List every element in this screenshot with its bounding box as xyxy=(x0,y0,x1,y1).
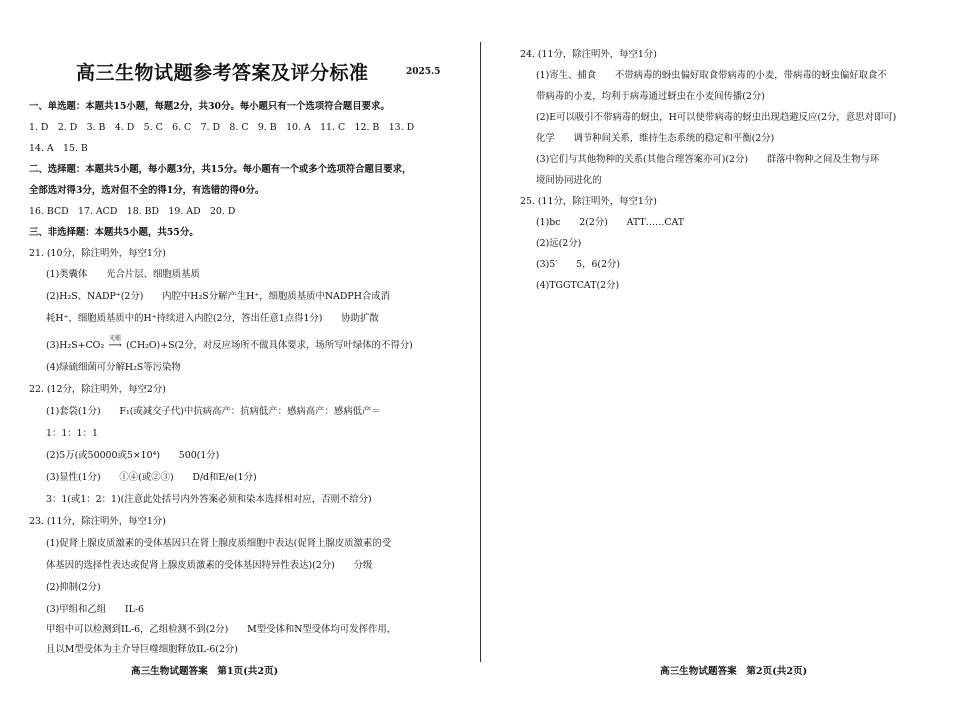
q21-part-2a: (2)H₂S、NADP⁺(2分) 内腔中H₂S分解产生H⁺，细胞质基质中NADPH合成消 xyxy=(46,291,390,302)
page-2-footer: 高三生物试题答案 第2页(共2页) xyxy=(660,666,808,677)
q24-heading: 24. (11分，除注明外，每空1分) xyxy=(520,49,657,60)
q22-heading: 22. (12分，除注明外，每空2分) xyxy=(29,384,166,395)
page-title: 高三生物试题参考答案及评分标准 xyxy=(76,62,369,84)
q22-part-3b: 3：1(或1：2：1)(注意此处括号内外答案必须和染本选择相对应，否则不给分) xyxy=(46,494,372,505)
q23-part-1b: 体基因的选择性表达或促肾上腺皮质激素的受体基因特异性表达)(2分) 分级 xyxy=(46,560,373,571)
section-3-heading: 三、非选择题：本题共5小题，共55分。 xyxy=(29,227,199,238)
q23-part-3a: (3)甲组和乙组 IL-6 xyxy=(46,604,144,615)
q21-heading: 21. (10分，除注明外，每空1分) xyxy=(29,248,166,259)
q22-part-3a: (3)显性(1分) ①④(或②③) D/d和E/e(1分) xyxy=(46,472,257,483)
q23-part-3c: 且以M型受体为主介导巨噬细胞释放IL-6(2分) xyxy=(46,644,238,655)
section-2-answers: 16. BCD 17. ACD 18. BD 19. AD 20. D xyxy=(29,206,236,217)
reaction-arrow-icon: 光能 ⟶ xyxy=(104,340,126,352)
q25-part-3: (3)5′ 5，6(2分) xyxy=(536,259,621,270)
q21-part-4: (4)绿硫细菌可分解H₂S等污染物 xyxy=(46,362,181,373)
q25-part-2: (2)远(2分) xyxy=(536,238,582,249)
section-1-heading: 一、单选题：本题共15小题，每题2分，共30分。每小题只有一个选项符合题目要求。 xyxy=(29,101,390,112)
q25-heading: 25. (11分，除注明外，每空1分) xyxy=(520,196,657,207)
q21-part-1: (1)类囊体 光合片层、细胞质基质 xyxy=(46,269,200,280)
q21-equation-lhs: (3)H₂S+CO₂ xyxy=(46,340,105,351)
q25-part-1: (1)bc 2(2分) ATT……CAT xyxy=(536,217,685,228)
q23-part-2: (2)抑制(2分) xyxy=(46,582,101,593)
q21-equation-rhs: (CH₂O)+S(2分，对反应场所不做具体要求，场所写叶绿体的不得分) xyxy=(126,340,413,351)
arrow-condition-label: 光能 xyxy=(109,335,122,342)
q23-heading: 23. (11分，除注明外，每空1分) xyxy=(29,516,166,527)
section-1-answers-row-1: 1. D 2. D 3. B 4. D 5. C 6. C 7. D 8. C 9. B 10. A 11. C 12. B 13. D xyxy=(29,122,415,133)
q22-part-2: (2)5万(或50000或5×10⁴) 500(1分) xyxy=(46,450,220,461)
q21-part-2b: 耗H⁺，细胞质基质中的H⁺持续进入内腔(2分，答出任意1点得1分) 协助扩散 xyxy=(46,313,379,324)
q24-part-3b: 境间协同进化的 xyxy=(536,175,602,186)
section-2-heading-2: 全部选对得3分，选对但不全的得1分，有选错的得0分。 xyxy=(29,185,265,196)
section-2-heading-1: 二、选择题：本题共5小题，每小题3分，共15分。每小题有一个或多个选项符合题目要求， xyxy=(29,164,412,175)
section-1-answers-row-2: 14. A 15. B xyxy=(29,143,88,154)
page-1-footer: 高三生物试题答案 第1页(共2页) xyxy=(131,666,279,677)
title-row xyxy=(76,58,466,84)
q23-part-1a: (1)促肾上腺皮质激素的受体基因只在肾上腺皮质细胞中表达(促肾上腺皮质激素的受 xyxy=(46,538,392,549)
q24-part-1b: 带病毒的小麦，均利于病毒通过蚜虫在小麦间传播(2分) xyxy=(536,91,765,102)
q22-part-1b: 1：1：1：1 xyxy=(46,428,98,439)
q24-part-2b: 化学 调节种间关系，维持生态系统的稳定和平衡(2分) xyxy=(536,133,775,144)
q23-part-3b: 甲组中可以检测到IL-6，乙组检测不到(2分) M型受体和N型受体均可发挥作用， xyxy=(46,624,397,635)
q25-part-4: (4)TGGTCAT(2分) xyxy=(536,280,620,291)
exam-date: 2025.5 xyxy=(406,67,441,77)
page-divider xyxy=(480,42,481,662)
q24-part-2a: (2)E可以吸引不带病毒的蚜虫，H可以使带病毒的蚜虫出现趋避反应(2分，意思对即可) xyxy=(536,112,897,123)
q22-part-1a: (1)套袋(1分) F₁(或减交子代)中抗病高产：抗病低产：感病高产：感病低产＝ xyxy=(46,406,381,417)
q24-part-1a: (1)寄生、捕食 不带病毒的蚜虫偏好取食带病毒的小麦，带病毒的蚜虫偏好取食不 xyxy=(536,70,887,81)
q21-part-3 xyxy=(46,335,413,352)
q24-part-3a: (3)它们与其他物种的关系(其他合理答案亦可)(2分) 群落中物种之间及生物与环 xyxy=(536,154,880,165)
